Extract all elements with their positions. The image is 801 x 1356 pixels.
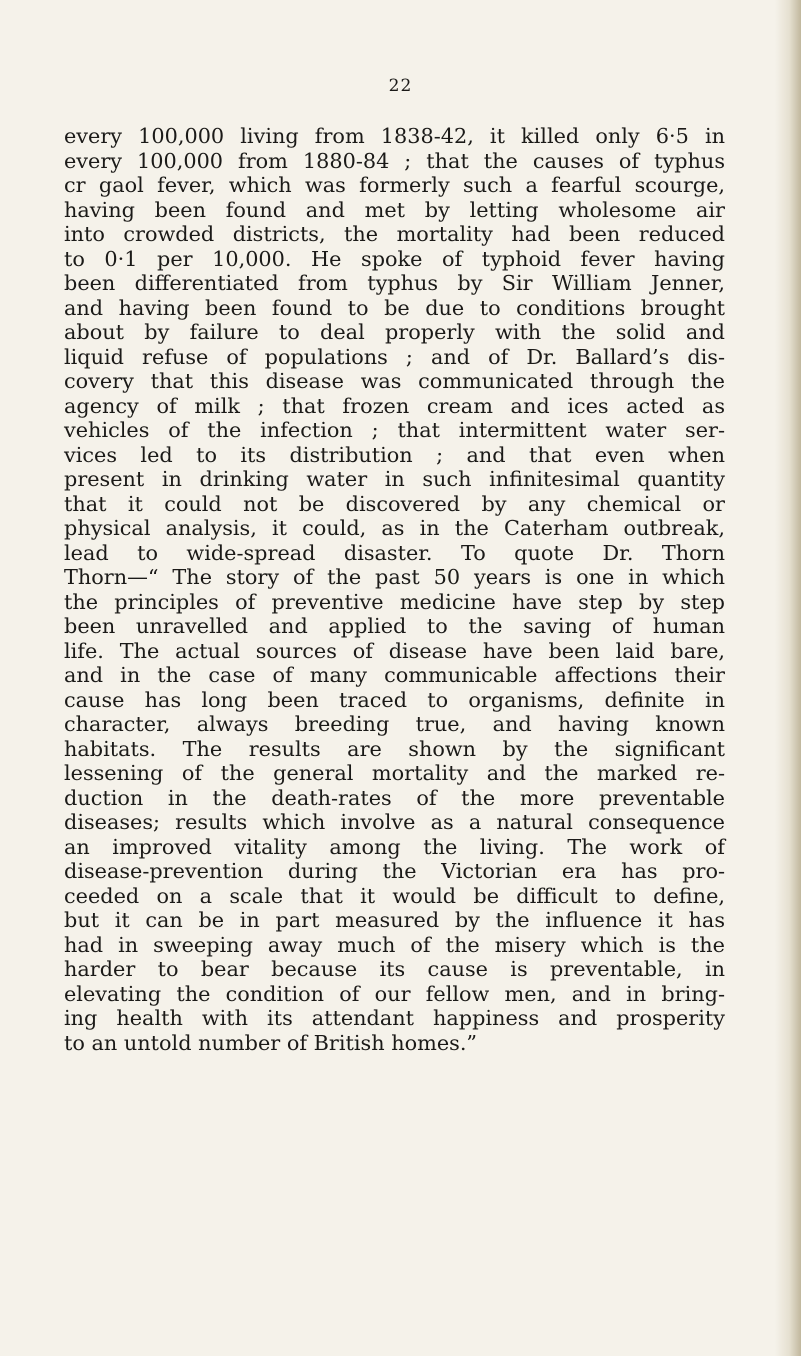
page-number: 22 <box>388 76 413 96</box>
text-line: vices led to its distribution ; and that even when <box>64 442 725 467</box>
text-line: elevating the condition of our fellow men, and in bring- <box>64 981 725 1006</box>
text-line: physical analysis, it could, as in the Caterham outbreak, <box>64 516 725 540</box>
text-line: the principles of preventive medicine have step by step <box>64 589 725 614</box>
text-line: character, always breeding true, and having known <box>64 712 725 736</box>
text-line: ceeded on a scale that it would be difficult to define, <box>64 883 725 908</box>
page-edge-shadow <box>775 0 801 1356</box>
text-line: ing health with its attendant happiness and prosperity <box>64 1006 725 1030</box>
text-line: been differentiated from typhus by Sir William Jenner, <box>64 271 725 295</box>
text-line: covery that this disease was communicated through the <box>64 369 725 393</box>
text-line: habitats. The results are shown by the significant <box>64 736 725 761</box>
text-line: to 0·1 per 10,000. He spoke of typhoid fever having <box>64 246 725 271</box>
text-line: lead to wide-spread disaster. To quote Dr. Thorn <box>64 540 725 565</box>
text-line: been unravelled and applied to the saving of human <box>64 614 725 638</box>
text-line: to an untold number of British homes.” <box>64 1030 478 1055</box>
text-line: disease-prevention during the Victorian era has pro- <box>64 859 725 883</box>
text-line: an improved vitality among the living. The work of <box>64 834 725 859</box>
text-line: every 100,000 living from 1838-42, it killed only 6·5 in <box>64 124 725 148</box>
text-line: present in drinking water in such infinitesimal quantity <box>64 467 725 491</box>
text-line: liquid refuse of populations ; and of Dr. Ballard’s dis- <box>64 344 725 369</box>
text-line: cause has long been traced to organisms, definite in <box>64 687 725 712</box>
text-line: that it could not be discovered by any chemical or <box>64 491 725 516</box>
text-line: having been found and met by letting wholesome air <box>64 197 725 222</box>
text-line: life. The actual sources of disease have been laid bare, <box>64 638 725 663</box>
text-line: into crowded districts, the mortality had been reduced <box>64 222 725 246</box>
text-line: cr gaol fever, which was formerly such a fearful scourge, <box>64 173 725 197</box>
text-line: had in sweeping away much of the misery which is the <box>64 932 725 957</box>
text-line: agency of milk ; that frozen cream and ices acted as <box>64 393 725 418</box>
text-line: harder to bear because its cause is preventable, in <box>64 957 725 981</box>
text-line: every 100,000 from 1880-84 ; that the causes of typhus <box>64 148 725 173</box>
text-line: duction in the death-rates of the more preventable <box>64 785 725 810</box>
text-line: but it can be in part measured by the influence it has <box>64 908 725 932</box>
text-line: diseases; results which involve as a natural consequence <box>64 810 725 834</box>
text-line: about by failure to deal properly with the solid and <box>64 320 725 344</box>
text-line: and in the case of many communicable affections their <box>64 663 725 687</box>
text-line: vehicles of the infection ; that intermittent water ser- <box>64 418 725 442</box>
body-text <box>64 124 725 1055</box>
text-line: lessening of the general mortality and the marked re- <box>64 761 725 785</box>
text-line: and having been found to be due to conditions brought <box>64 295 725 320</box>
text-line: Thorn—“ The story of the past 50 years is one in which <box>64 565 725 589</box>
